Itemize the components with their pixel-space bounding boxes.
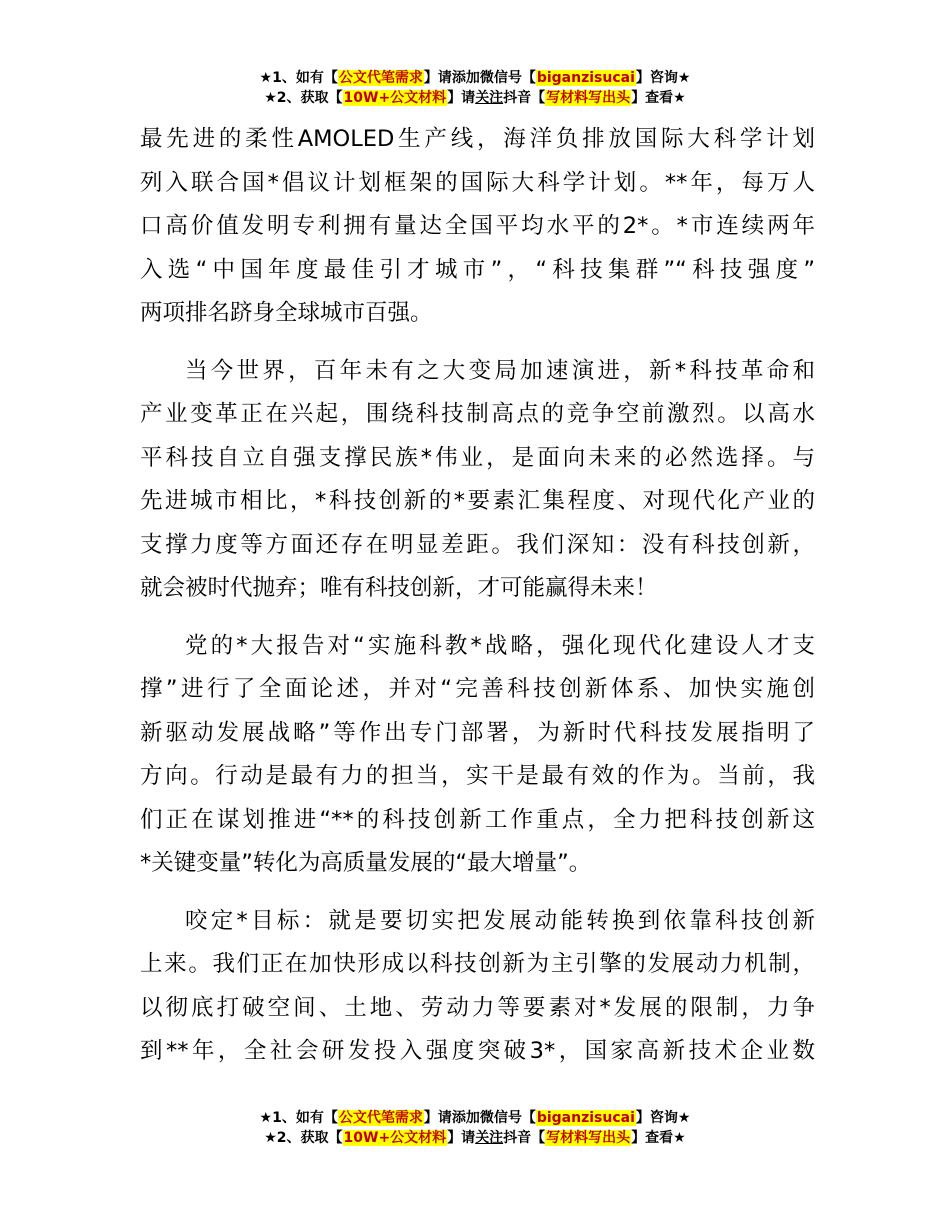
paragraph-line: 新驱动发展战略”等作出专门部署，为新时代科技发展指明了 — [140, 719, 815, 746]
header-highlight-service: 公文代笔需求 — [338, 70, 423, 86]
paragraph-line: 平科技自立自强支撑民族*伟业，是面向未来的必然选择。与 — [140, 444, 815, 471]
paragraph-line: 们正在谋划推进“**的科技创新工作重点，全力把科技创新这 — [140, 806, 815, 833]
footer-highlight-douyin: 写材料写出头 — [546, 1130, 631, 1146]
paragraph-1 — [140, 118, 815, 336]
paragraph-line: 最先进的柔性AMOLED生产线，海洋负排放国际大科学计划 — [140, 126, 815, 152]
paragraph-4 — [140, 900, 815, 1074]
paragraph-line: 产业变革正在兴起，围绕科技制高点的竞争空前激烈。以高水 — [140, 401, 815, 427]
paragraph-line: 口高价值发明专利拥有量达全国平均水平的2*。*市连续两年 — [140, 213, 815, 239]
document-body — [140, 118, 815, 1088]
paragraph-line: 方向。行动是最有力的担当，实干是最有效的作为。当前，我 — [140, 763, 815, 789]
header-line-1-text-b: 】请添加微信号【 — [423, 70, 536, 86]
footer-banner — [0, 1108, 950, 1148]
paragraph-line: 撑”进行了全面论述，并对“完善科技创新体系、加快实施创 — [140, 676, 815, 702]
footer-line-2-text-a: ★2、获取【 — [264, 1130, 343, 1146]
footer-follow-underlined: 关注 — [475, 1130, 504, 1146]
footer-line-1 — [0, 1108, 950, 1128]
footer-highlight-service: 公文代笔需求 — [338, 1110, 423, 1126]
footer-line-1-text-c: 】咨询★ — [635, 1110, 691, 1126]
header-line-1 — [0, 68, 950, 88]
paragraph-2 — [140, 350, 815, 611]
paragraph-3 — [140, 625, 815, 886]
header-line-1-text-c: 】咨询★ — [635, 70, 691, 86]
header-line-2-text-d: 】查看★ — [631, 90, 686, 106]
footer-line-1-text-b: 】请添加微信号【 — [423, 1110, 536, 1126]
footer-line-2-text-c: 抖音【 — [503, 1130, 546, 1146]
header-highlight-douyin: 写材料写出头 — [546, 90, 631, 106]
paragraph-line: 咬定*目标：就是要切实把发展动能转换到依靠科技创新 — [185, 907, 815, 934]
header-highlight-materials: 10W+公文材料 — [343, 90, 447, 106]
footer-highlight-materials: 10W+公文材料 — [343, 1130, 447, 1146]
paragraph-line: 支撑力度等方面还存在明显差距。我们深知：没有科技创新， — [140, 531, 815, 558]
paragraph-line: 两项排名跻身全球城市百强。 — [140, 300, 433, 326]
header-follow-underlined: 关注 — [475, 90, 504, 106]
paragraph-line: *关键变量”转化为高质量发展的“最大增量”。 — [140, 850, 592, 876]
paragraph-line: 入选“中国年度最佳引才城市”，“科技集群”“科技强度” — [140, 256, 815, 283]
paragraph-line: 到**年，全社会研发投入强度突破3*，国家高新技术企业数 — [140, 1038, 815, 1064]
footer-line-2-text-d: 】查看★ — [631, 1130, 686, 1146]
footer-highlight-wechat-id: biganzisucai — [536, 1110, 635, 1126]
header-line-2-text-c: 抖音【 — [503, 90, 546, 106]
header-line-2-text-a: ★2、获取【 — [264, 90, 343, 106]
paragraph-line: 先进城市相比，*科技创新的*要素汇集程度、对现代化产业的 — [140, 488, 815, 514]
footer-line-1-text-a: ★1、如有【 — [259, 1110, 338, 1126]
paragraph-line: 列入联合国*倡议计划框架的国际大科学计划。**年，每万人 — [140, 169, 815, 196]
paragraph-line: 党的*大报告对“实施科教*战略，强化现代化建设人才支 — [185, 632, 815, 659]
paragraph-line: 当今世界，百年未有之大变局加速演进，新*科技革命和 — [185, 357, 815, 384]
header-banner — [0, 68, 950, 108]
paragraph-line: 就会被时代抛弃；唯有科技创新，才可能赢得未来！ — [140, 575, 658, 601]
header-line-1-text-a: ★1、如有【 — [259, 70, 338, 86]
paragraph-line: 上来。我们正在加快形成以科技创新为主引擎的发展动力机制， — [140, 951, 815, 977]
header-highlight-wechat-id: biganzisucai — [536, 70, 635, 86]
footer-line-2 — [0, 1128, 950, 1148]
header-line-2 — [0, 88, 950, 108]
paragraph-line: 以彻底打破空间、土地、劳动力等要素对*发展的限制，力争 — [140, 994, 815, 1021]
header-line-2-text-b: 】请 — [447, 90, 476, 106]
footer-line-2-text-b: 】请 — [447, 1130, 476, 1146]
